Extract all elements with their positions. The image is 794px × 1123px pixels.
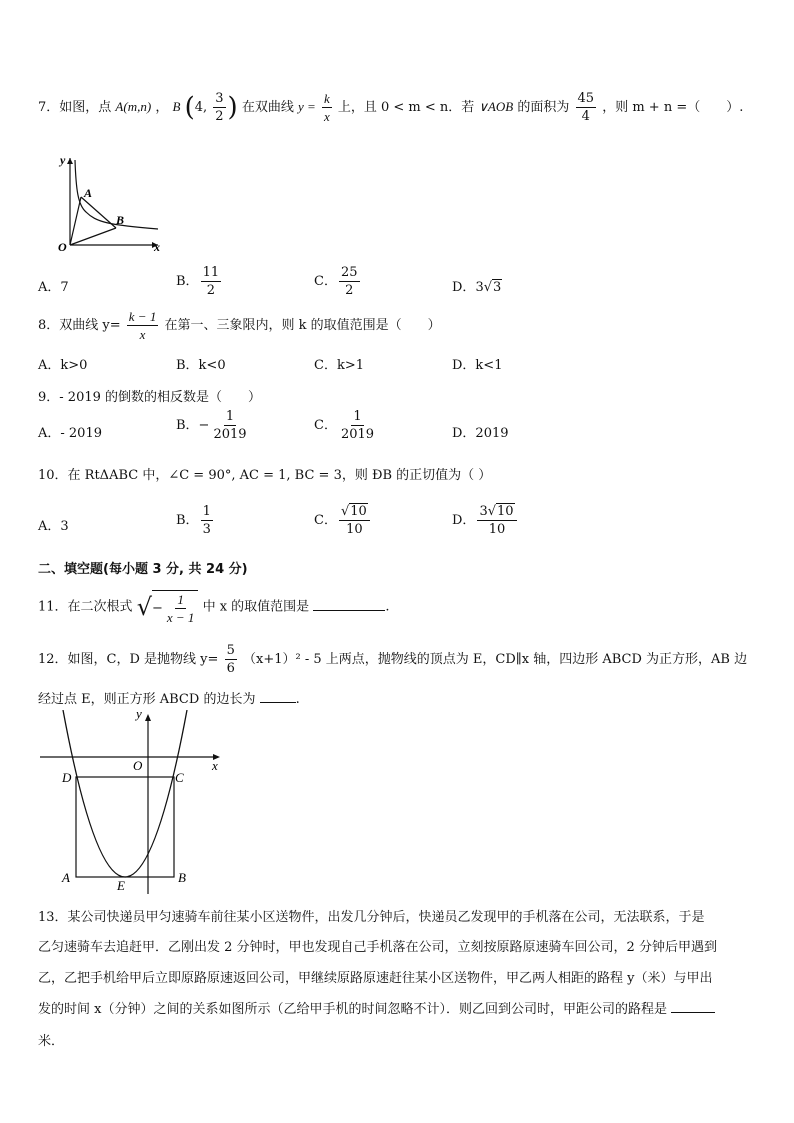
q8-option-a: A．k>0 xyxy=(38,358,88,373)
fig-label-x: x xyxy=(154,240,160,254)
fig-label-o: O xyxy=(133,758,143,773)
question-8-stem: 8．双曲线 y= $\frac{k - 1}{x}$ 在第一、三象限内，则 k 的取值范围是（ ） xyxy=(38,309,441,342)
area-fraction: $\frac{45}{4}$ xyxy=(577,91,595,124)
section-2-heading: 二、填空题(每小题 3 分, 共 24 分) xyxy=(38,562,248,577)
question-12-stem: 12．如图，C，D 是抛物线 y= $\frac{5}{6}$ （x+1）² - 5 上两点，抛物线的顶点为 E，CD∥x 轴，四边形 ABCD 为正方形，AB 边 xyxy=(38,643,748,676)
q9-option-c: C． $\frac{1}{2019}$ xyxy=(314,409,375,442)
q7-option-a: A．7 xyxy=(38,280,69,295)
fig-label-a: A xyxy=(62,870,70,885)
question-13-line5: 米． xyxy=(38,1034,65,1049)
fig-label-y: y xyxy=(60,153,66,167)
question-13-line3: 乙，乙把手机给甲后立即原路原速返回公司，甲继续原路原速赶往某小区送物件，甲乙两人相距的路程 y（米）与甲出 xyxy=(38,971,713,986)
y-axis-arrow xyxy=(145,714,151,721)
q8-option-b: B．k<0 xyxy=(176,358,226,373)
segment-ob xyxy=(70,228,116,245)
parabola-curve xyxy=(63,710,187,877)
y-axis-arrow xyxy=(67,158,73,164)
q9-option-a: A．- 2019 xyxy=(38,426,102,441)
question-11-stem: 11．在二次根式 √ − $\frac{1}{x - 1}$ 中 x 的取值范围是 . xyxy=(38,592,390,625)
q9-option-b: B．− $\frac{1}{2019}$ xyxy=(176,409,247,442)
q7-option-b: B． $\frac{11}{2}$ xyxy=(176,265,220,298)
fig-label-e: E xyxy=(117,878,125,893)
point-b-y-fraction: $\frac{3}{2}$ xyxy=(215,91,224,124)
question-9-stem: 9．- 2019 的倒数的相反数是（ ） xyxy=(38,390,262,405)
question-10-stem: 10．在 RtΔABC 中，∠C = 90°, AC = 1, BC = 3，则 ÐB 的正切值为（ ） xyxy=(38,468,492,483)
q8-option-c: C．k>1 xyxy=(314,358,364,373)
q10-option-d: D． $\frac{3√10}{10}$ xyxy=(452,505,519,536)
fig-label-o: O xyxy=(58,240,67,254)
fig-label-a: A xyxy=(84,186,93,200)
segment-oa xyxy=(70,197,81,245)
q7-hyperbola-figure xyxy=(48,150,168,255)
fig-label-c: C xyxy=(175,770,184,785)
question-12-line2: 经过点 E，则正方形 ABCD 的边长为 . xyxy=(38,692,300,707)
answer-blank-13[interactable] xyxy=(671,1000,715,1013)
fig-label-y: y xyxy=(136,710,142,721)
q12-parabola-figure xyxy=(36,710,226,895)
q7-option-c: C． $\frac{25}{2}$ xyxy=(314,265,358,298)
fig-label-d: D xyxy=(62,770,72,785)
q7-option-d: D．3√3 xyxy=(452,280,502,295)
question-7-stem: 7．如图，点 A(m,n) ， B (4, $\frac{3}{2}$ ) 在双曲线 y = $\frac{k}{x}$ 上，且 0 < m < n．若 ∨AOB 的面积为 $\frac{45}{4}$ ，则 m + n =（ ）. xyxy=(38,91,744,124)
question-13-line4: 发的时间 x（分钟）之间的关系如图所示（乙给甲手机的时间忽略不计）．则乙回到公司时，甲距公司的路程是 xyxy=(38,998,715,1017)
q8-option-d: D．k<1 xyxy=(452,358,503,373)
q10-option-c: C． $\frac{√10}{10}$ xyxy=(314,505,372,536)
q9-option-d: D．2019 xyxy=(452,426,509,441)
fig-label-b: B xyxy=(178,870,186,885)
hyperbola-fraction: $\frac{k}{x}$ xyxy=(323,91,330,124)
question-13-line1: 13．某公司快递员甲匀速骑车前往某小区送物件，出发几分钟后，快递员乙发现甲的手机落在公司，无法联系，于是 xyxy=(38,910,705,925)
q10-option-a: A．3 xyxy=(38,519,69,534)
q10-option-b: B． $\frac{1}{3}$ xyxy=(176,504,211,537)
answer-blank-12[interactable] xyxy=(260,690,296,703)
fig-label-x: x xyxy=(212,758,218,773)
answer-blank-11[interactable] xyxy=(313,598,385,611)
question-13-line2: 乙匀速骑车去追赶甲．乙刚出发 2 分钟时，甲也发现自己手机落在公司，立刻按原路原速骑车回公司，2 分钟后甲遇到 xyxy=(38,940,717,955)
point-a: A(m,n) xyxy=(115,99,152,114)
fig-label-b: B xyxy=(116,213,125,227)
